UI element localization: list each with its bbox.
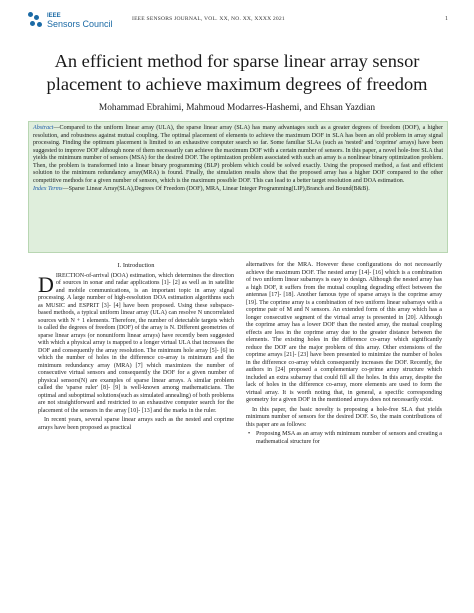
right-column [246, 262, 442, 446]
abstract-box [28, 121, 448, 253]
page-number: 1 [445, 16, 448, 22]
logo-council-text: Sensors Council [47, 18, 113, 29]
running-header [28, 10, 448, 32]
abstract [33, 125, 443, 185]
contribution-bullet: • Proposing MSA as an array with minimum number of sensors and creating a mathematical structure for [246, 431, 442, 446]
intro-paragraph-1: DIRECTION-of-arrival (DOA) estimation, which determines the direction of sources in sonar and radar applications [1]- [2] as well as in satellite and mobile communications, is an important topic in array signal processing. A large number of high-resolution DOA estimation algorithms such as MUSIC and ESPRIT [3]- [4] have been proposed. Using these subspace-based methods, a typical uniform linear array (ULA) can resolve N uncorrelated sources with N + 1 elements. Therefore, the number of detectable targets which is called the degrees of freedom (DOF) of the array is N. Different geometries of sparse linear arrays (or nonuniform linear arrays) have recently been suggested with which a physical array is mapped to a longer virtual ULA that increases the DOF and consequently the array resolution. The minimum hole array [5]- [6] in which the number of holes in the difference co-array is minimum and the minimum redundancy array (MRA) [7] which maximizes the number of consecutive virtual sensors and consequently the DOF for a given number of physical sensors(N) are examples of sparse linear arrays. A similar problem called the 'sparse ruler' [8]- [9] is well-known among mathematicians. The optimal and suboptimal solutions(such as simulated annealing) of both problems are not straightforward and restricted to an exhaustive computer search for the placement of the sensors in the array [10]- [13] and the marks in the ruler. [38, 271, 234, 414]
intro-paragraph-4: In this paper, the basic novelty is proposing a hole-free SLA that yields minimum number of sensors for the desired DOF. So, the main contributions of this paper are as follows: [246, 406, 442, 428]
paper-title: An efficient method for sparse linear array sensor placement to achieve maximum degrees of freedom [46, 51, 428, 94]
logo-mark-icon [28, 12, 44, 28]
intro-paragraph-3: alternatives for the MRA. However these configurations do not necessarily achieve the maximum DOF. The nested array [14]- [16] which is a combination of two uniform linear subarrays is easy to design. Although the nested array has a high DOF, it suffers from the mutual coupling degrading effect between the antennas [17]- [18]. Another famous type of sparse arrays is the coprime array [19]. The coprime array is a combination of two uniform linear subarrays with a coprime pair of M and N sensors. An extended form of this array which has a longer consecutive segment of the virtual array is presented in [20]. Although the coprime array has a lower DOF than the nested array, the mutual coupling effects are less in the coprime array due to the greater distance between the elements. The existing holes in the difference co-array which significantly reduce the DOF are the major problem of this array. Other extensions of the coprime arrays [21]- [23] have been presented to minimize the number of holes in the difference co-array which consequently increases the DOF. Recently, the authors in [24] proposed a complementary co-prime array structure which included an extra subarray that could fill all the holes. In this array, despite the lack of holes in the difference co-array, more elements are used to form the virtual array. It is worth noting that, in general, a specific corresponding geometry for a given DOF in the mentioned arrays does not necessarily exist. [246, 262, 442, 403]
drop-cap: D [38, 271, 54, 297]
logo-ieee-text: IEEE [47, 12, 61, 19]
abstract-label: Abstract [33, 125, 54, 131]
section-heading: I. Introduction [117, 262, 155, 269]
index-terms [33, 186, 443, 194]
index-terms-label: Index Terms [33, 186, 63, 193]
left-column [38, 262, 234, 434]
ieee-sensors-council-logo [28, 10, 113, 30]
index-terms-text: —Sparse Linear Array(SLA),Degrees Of Freedom (DOF), MRA, Linear Integer Programming(LIP),Branch and Bound(B&B). [62, 186, 370, 193]
journal-line: IEEE SENSORS JOURNAL, VOL. XX, NO. XX, XXXX 2021 [132, 16, 285, 22]
intro-paragraph-2: In recent years, several sparse linear arrays such as the nested and coprime arrays have been proposed as practical [38, 417, 234, 431]
author-list: Mohammad Ebrahimi, Mahmoud Modarres-Hashemi, and Ehsan Yazdian [98, 103, 376, 113]
abstract-text: —Compared to the uniform linear array (ULA), the sparse linear array (SLA) has many advantages such as a greater degrees of freedom (DOF), a higher resolution, and robustness against mutual coupling. The optimal placement of elements to achieve the maximum DOF in SLA has been an old problem in array signal processing. Finding the optimum placement is limited to an exhaustive computer search so far. Some familiar SLAs (such as 'nested' and 'coprime' arrays) have been suggested to improve DOF although none of them necessarily can achieve the maximum DOF with a certain number of sensors. In this paper, a novel hole-free SLA that yields the minimum number of sensors (MSA) for the desired DOF. The optimization problem associated with such an array is a nonlinear binary optimization problem. Then, the problem is transformed into a linear binary programming (BLP) problem which could be solved exactly. Using the proposed method, a fast and efficient solution to the minimum redundancy array(MRA) is found. Finally, the simulation results show that the proposed array has a higher DOF compared to the other competitive methods for a given number of sensors, which is the maximum possible DOF. This can lead to a better target resolution and DOA estimation. [33, 125, 443, 184]
